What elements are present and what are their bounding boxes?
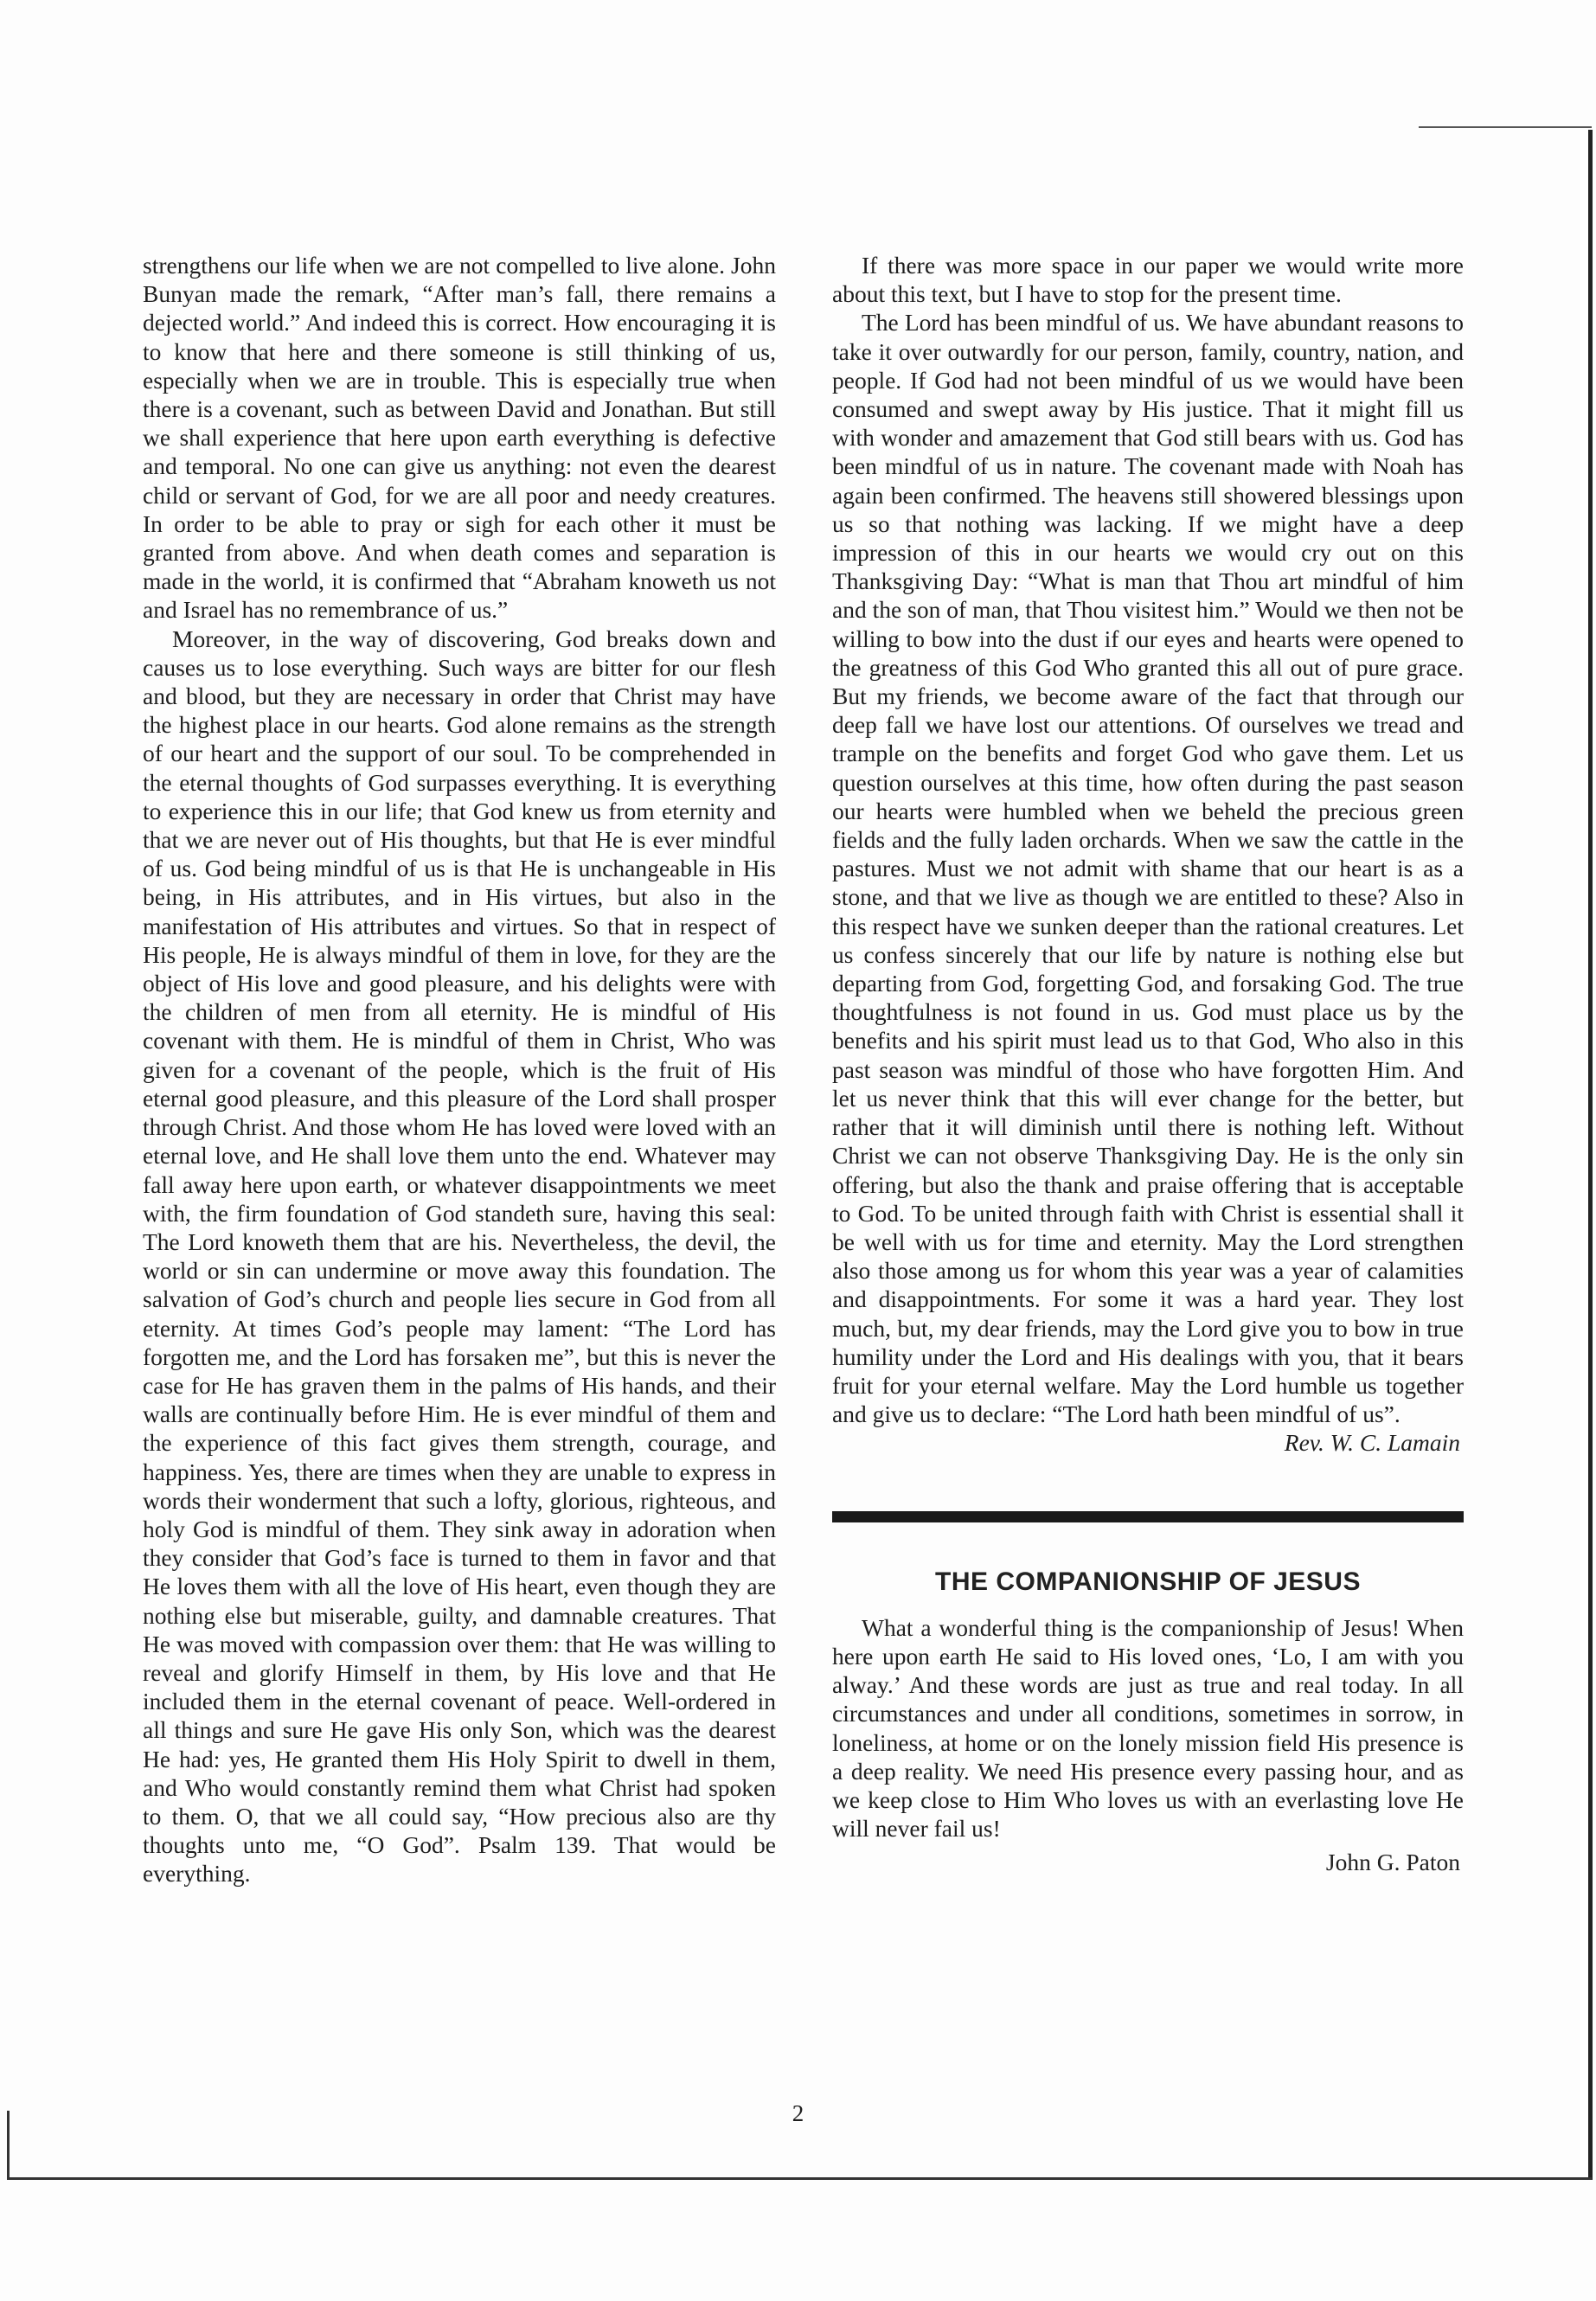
section-paragraph: What a wonderful thing is the companionship of Jesus! When here upon earth He said to His loved ones, ‘Lo, I am with you alway.’ And these words are just as true and real today. In all circumstances and under all conditions, sometimes in sorrow, in loneliness, at home or on the lonely mission field His presence is a deep reality. We need His presence every passing hour, and as we keep close to Him Who loves us with an everlasting love He will never fail us! xyxy=(832,1613,1464,1843)
page-number: 2 xyxy=(792,2100,804,2126)
scan-edge-top xyxy=(1419,126,1592,128)
left-paragraph-2: Moreover, in the way of discovering, God breaks down and causes us to lose everything. Such ways are bitter for our flesh and blood, but they are necessary in order that Christ may have the highest place in our hearts. God alone remains as the strength of our heart and the support of our soul. To be comprehended in the eternal thoughts of God surpasses everything. It is everything to experience this in our life; that God knew us from eternity and that we are never out of His thoughts, but that He is ever mindful of us. God being mindful of us is that He is unchangeable in His being, in His attributes, and in His virtues, but also in the manifestation of His attributes and virtues. So that in respect of His people, He is always mindful of them in love, for they are the object of His love and good pleasure, and his delights were with the children of men from all eternity. He is mindful of His covenant with them. He is mindful of them in Christ, Who was given for a covenant of the people, which is the fruit of His eternal good pleasure, and this pleasure of the Lord shall prosper through Christ. And those whom He has loved were loved with an eternal love, and He shall love them unto the end. Whatever may fall away here upon earth, or whatever disappointments we meet with, the firm foundation of God standeth sure, having this seal: The Lord knoweth them that are his. Nevertheless, the devil, the world or sin can undermine or move away this foundation. The salvation of God’s church and people lies secure in God from all eternity. At times God’s people may lament: “The Lord has forgotten me, and the Lord has forsaken me”, but this is never the case for He has graven them in the palms of His hands, and their walls are continually before Him. He is ever mindful of them and the experience of this fact gives them strength, courage, and happiness. Yes, there are times when they are unable to express in words their wonderment that such a lofty, glorious, righteous, and holy God is mindful of them. They sink away in adoration when they consider that God’s face is turned to them in favor and that He loves them with all the love of His heart, even though they are nothing else but miserable, guilty, and damnable creatures. That He was moved with compassion over them: that He was willing to reveal and glorify Himself in them, by His love and that He included them in the eternal covenant of peace. Well-ordered in all things and sure He gave His only Son, which was the dearest He had: yes, He granted them His Holy Spirit to dwell in them, and Who would constantly remind them what Christ had spoken to them. O, that we all could say, “How precious also are thy thoughts unto me, “O God”. Psalm 139. That would be everything. xyxy=(143,625,776,1888)
scan-edge-bottom xyxy=(9,2177,1592,2180)
right-paragraph-1: If there was more space in our paper we would write more about this text, but I have to stop for the present time. xyxy=(832,252,1464,308)
left-column xyxy=(143,251,776,1888)
article-signature: Rev. W. C. Lamain xyxy=(1284,1429,1460,1457)
right-column xyxy=(832,251,1464,1877)
section-author: John G. Paton xyxy=(1325,1849,1460,1876)
left-paragraph-1: strengthens our life when we are not compelled to live alone. John Bunyan made the remark, “After man’s fall, there remains a dejected world.” And indeed this is correct. How encouraging it is to know that here and there someone is still thinking of us, especially when we are in trouble. This is especially true when there is a covenant, such as between David and Jonathan. But still we shall experience that here upon earth everything is defective and temporal. No one can give us anything: not even the dearest child or servant of God, for we are all poor and needy creatures. In order to be able to pray or sigh for each other it must be granted from above. And when death comes and separation is made in the world, it is confirmed that “Abraham knoweth us not and Israel has no remembrance of us.” xyxy=(143,252,776,624)
scan-edge-right xyxy=(1588,130,1593,2180)
right-paragraph-2: The Lord has been mindful of us. We have abundant reasons to take it over outwardly for our person, family, country, nation, and people. If God had not been mindful of us we would have been consumed and swept away by His justice. That it might fill us with wonder and amazement that God still bears with us. God has been mindful of us in nature. The covenant made with Noah has again been confirmed. The heavens still showered blessings upon us so that nothing was lacking. If we might have a deep impression of this in our hearts we would cry out on this Thanksgiving Day: “What is man that Thou art mindful of him and the son of man, that Thou visitest him.” Would we then not be willing to bow into the dust if our eyes and hearts were opened to the greatness of this God Who granted this all out of pure grace. But my friends, we become aware of the fact that through our deep fall we have lost our attentions. Of ourselves we tread and trample on the benefits and forget God who gave them. Let us question ourselves at this time, how often during the past season our hearts were humbled when we beheld the precious green fields and the fully laden orchards. When we saw the cattle in the pastures. Must we not admit with shame that our heart is as a stone, and that we live as though we are entitled to these? Also in this respect have we sunken deeper than the rational creatures. Let us confess sincerely that our life by nature is nothing else but departing from God, forgetting God, and forsaking God. The true thoughtfulness is not found in us. God must place us by the benefits and his spirit must lead us to that God, Who also in this past season was mindful of those who have forgotten Him. And let us never think that this will ever change for the better, but rather that it will diminish until there is nothing left. Without Christ we can not observe Thanksgiving Day. He is the only sin offering, but also the thank and praise offering that is acceptable to God. To be united through faith with Christ is essential shall it be well with us for time and eternity. May the Lord strengthen also those among us for whom this year was a year of calamities and disappointments. For some it was a hard year. They lost much, but, my dear friends, may the Lord give you to bow in true humility under the Lord and His dealings with you, that it bears fruit for your eternal welfare. May the Lord humble us together and give us to declare: “The Lord hath been mindful of us”. xyxy=(832,309,1464,1428)
section-divider xyxy=(832,1511,1464,1522)
section-title: THE COMPANIONSHIP OF JESUS xyxy=(935,1567,1361,1596)
